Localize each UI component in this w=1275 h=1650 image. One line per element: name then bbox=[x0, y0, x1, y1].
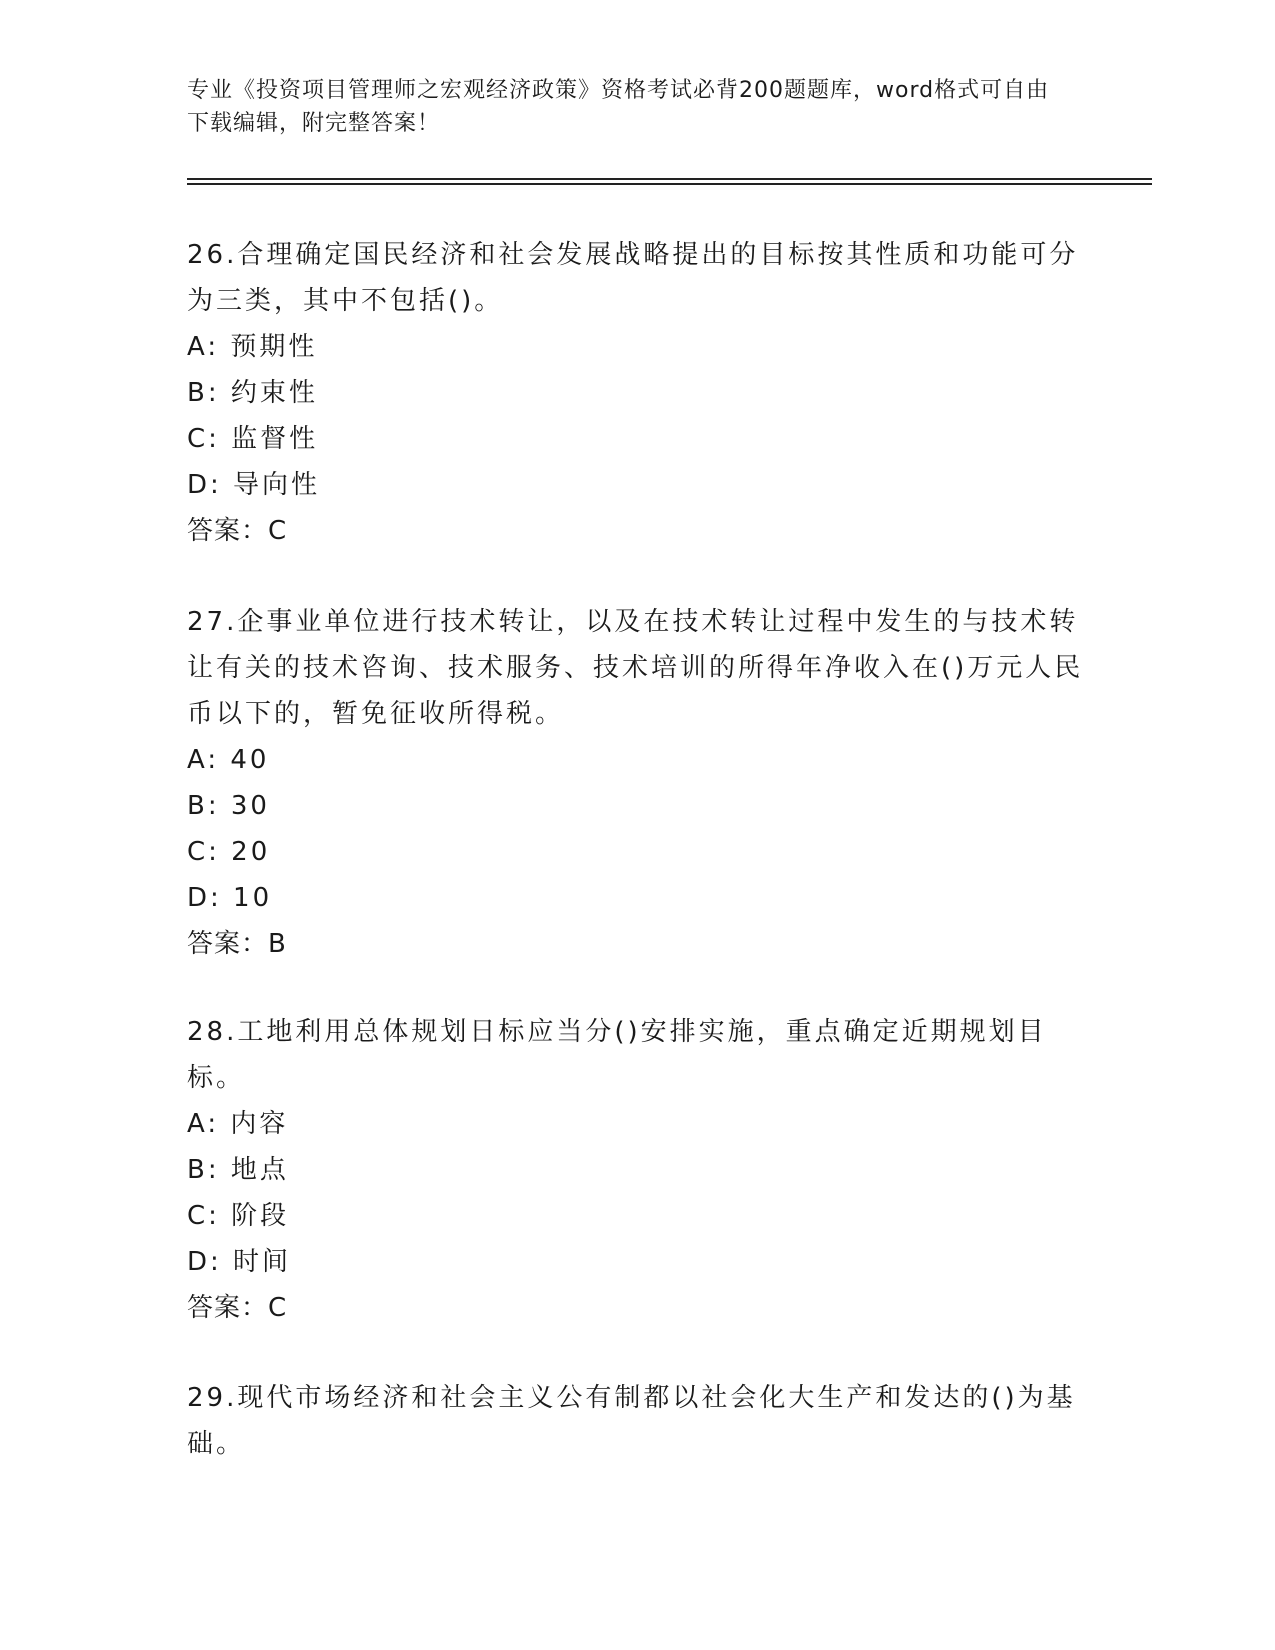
option-a: A: 40 bbox=[187, 745, 270, 775]
header-divider-bottom bbox=[187, 183, 1152, 185]
question-29 bbox=[187, 1375, 1087, 1467]
option-b: B: 约束性 bbox=[187, 378, 318, 408]
question-stem: 29.现代市场经济和社会主义公有制都以社会化大生产和发达的()为基础。 bbox=[187, 1383, 1076, 1459]
question-stem: 27.企事业单位进行技术转让，以及在技术转让过程中发生的与技术转让有关的技术咨询、技术服务、技术培训的所得年净收入在()万元人民币以下的，暂免征收所得税。 bbox=[187, 607, 1084, 729]
question-stem: 28.工地利用总体规划日标应当分()安排实施，重点确定近期规划目标。 bbox=[187, 1017, 1047, 1093]
document-header: 专业《投资项目管理师之宏观经济政策》资格考试必背200题题库，word格式可自由下载编辑，附完整答案！ bbox=[187, 78, 1050, 136]
option-c: C: 20 bbox=[187, 837, 271, 867]
option-d: D: 时间 bbox=[187, 1247, 292, 1277]
option-d: D: 10 bbox=[187, 883, 273, 913]
answer-text: 答案：B bbox=[187, 929, 287, 959]
header-divider-top bbox=[187, 178, 1152, 180]
question-stem: 26.合理确定国民经济和社会发展战略提出的目标按其性质和功能可分为三类，其中不包括()。 bbox=[187, 240, 1079, 316]
option-b: B: 30 bbox=[187, 791, 270, 821]
question-27 bbox=[187, 599, 1087, 967]
question-28 bbox=[187, 1009, 1087, 1331]
answer-text: 答案：C bbox=[187, 516, 288, 546]
question-26 bbox=[187, 232, 1087, 554]
option-c: C: 阶段 bbox=[187, 1201, 290, 1231]
option-a: A: 预期性 bbox=[187, 332, 318, 362]
option-a: A: 内容 bbox=[187, 1109, 289, 1139]
option-b: B: 地点 bbox=[187, 1155, 289, 1185]
answer-text: 答案：C bbox=[187, 1293, 288, 1323]
option-c: C: 监督性 bbox=[187, 424, 319, 454]
option-d: D: 导向性 bbox=[187, 470, 321, 500]
